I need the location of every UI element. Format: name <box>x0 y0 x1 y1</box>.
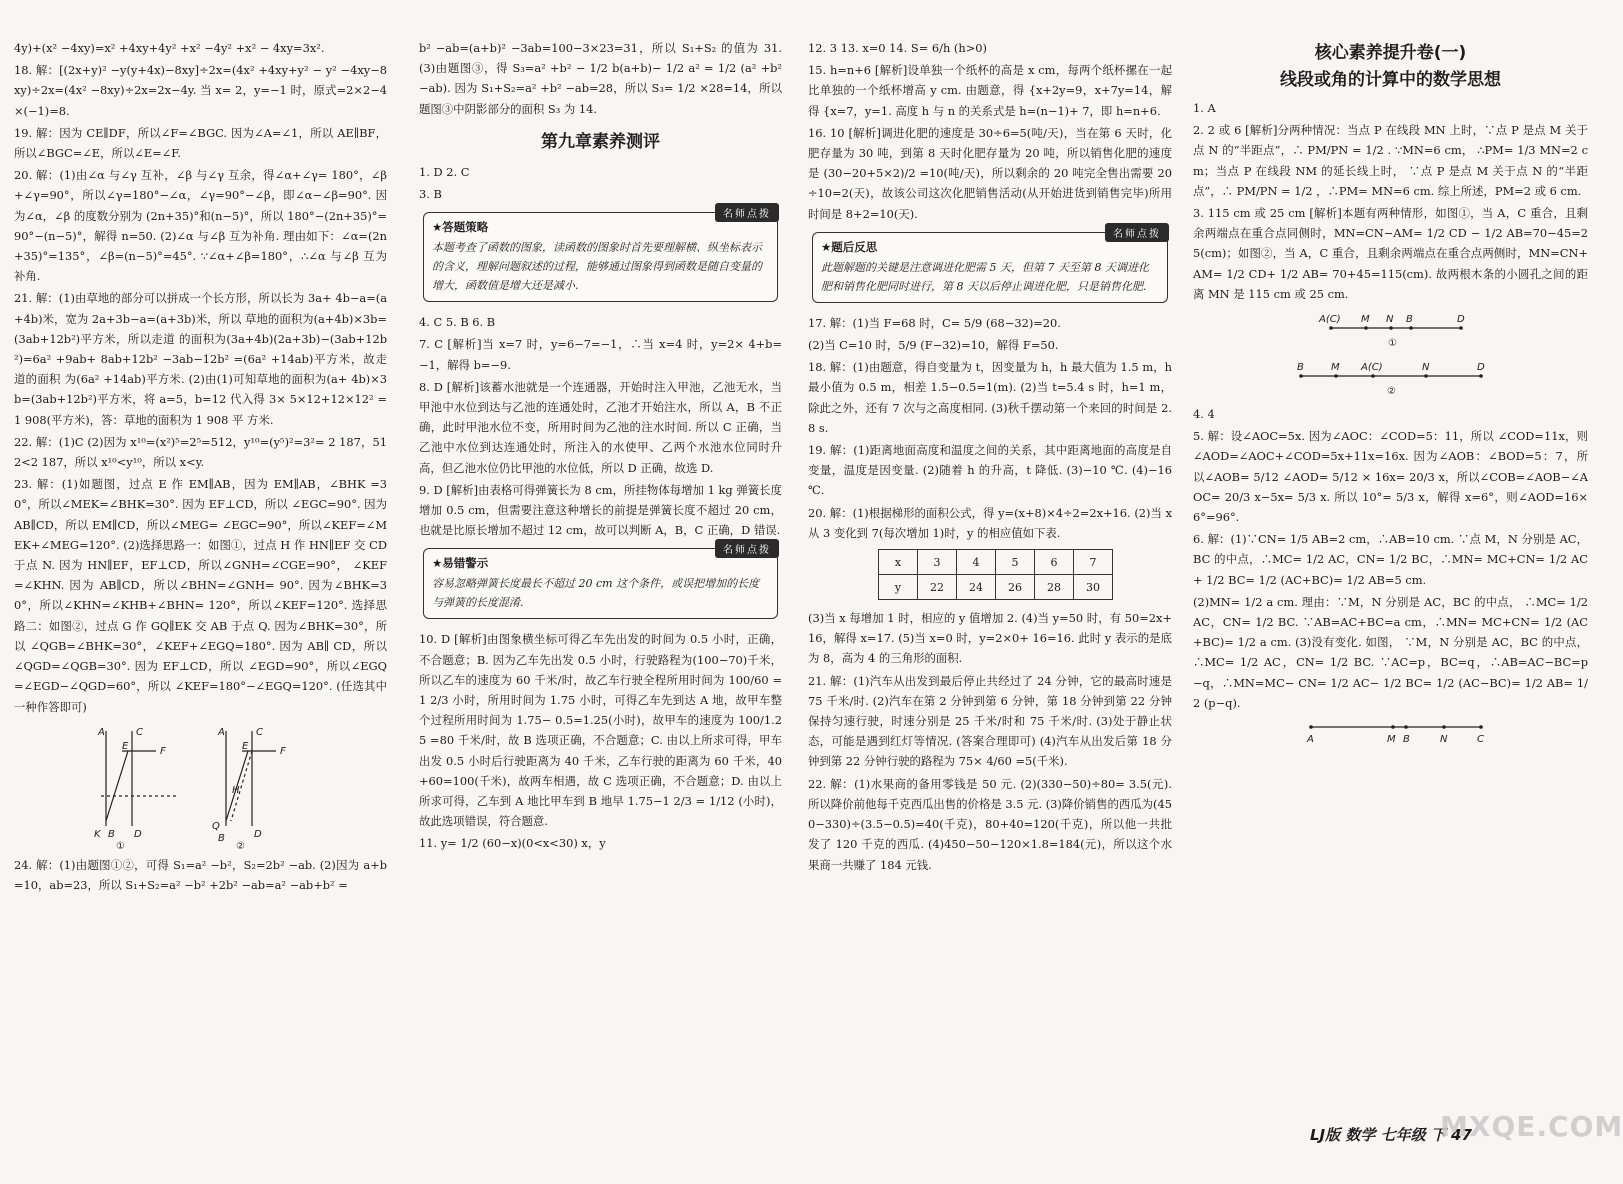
segment-label: C <box>1476 734 1484 746</box>
xy-table <box>878 549 1113 600</box>
section-title: 核心素养提升卷(一) <box>1314 43 1467 63</box>
answer-line: (3)当 x 每增加 1 时，相应的 y 值增加 2. (4)当 y=50 时，有 50=2x+16，解得 x=17. (5)当 x=0 时，y=2×0+ 16=16. 此时 y 表示的是底为 8，高为 4 的三角形的面积. <box>808 611 1172 666</box>
answer-line: 11. y= 1/2 (60−x)(0<x<30) x，y <box>419 836 606 851</box>
fig23-label: B <box>107 828 115 840</box>
segment-label: M <box>1330 362 1340 374</box>
answer-line: 10. D [解析]由图象横坐标可得乙车先出发的时间为 0.5 小时，正确，不合题意；B. 因为乙车先出发 0.5 小时，行驶路程为(100−70)千米，所以乙车的速度为 60 千米/时，故乙车行驶全程所用时间为 100/60 = 1 2/3 小时，所用时间为 1.75 小时，可得乙车先到达 A 地，故甲车整个过程所用时间为 1.75− 0.5=1.25(小时)，故甲车的速度为 100/1.25 =80 千米/时，故 B 选项正确，不合题意；C. 由以上所求可得，甲车出发 0.5 小时后行驶距离为 40 千米，乙车行驶的距离为 60 千米，40+60=100(千米)，故两车相遇，故 C 选项正确，不合题意；D. 由以上所求可得，乙车到 A 地比甲车到 B 地早 1.75−1 2/3 = 1/12 (小时)，故此选项错误，符合题意. <box>419 632 782 829</box>
tip-text: 此题解题的关键是注意调进化肥需 5 天，但第 7 天至第 8 天调进化肥和销售化肥同时进行，第 8 天以后停止调进化肥，只是销售化肥. <box>821 260 1149 293</box>
tip-heading: ★答题策略 <box>432 220 489 235</box>
answer-line: 17. 解：(1)当 F=68 时，C= 5/9 (68−32)=20. <box>808 315 1061 330</box>
answer-line: 1. A <box>1193 101 1216 115</box>
table-cell: 5 <box>996 550 1035 575</box>
answer-line: 3. 115 cm 或 25 cm [解析]本题有两种情形，如图①，当 A，C 重合，且剩余两端点在重合点同侧时，MN=CN−AM= 1/2 CD − 1/2 AB=70−45=25(cm)；如图②，当 A，C 重合，且剩余两端点在重合点两侧时，MN=CN+AM= 1/2 CD+ 1/2 AB= 70+45=115(cm). 故两根木条的小圆孔之间的距离 MN 是 115 cm 或 25 cm. <box>1193 206 1588 301</box>
answer-line: 4. 4 <box>1193 407 1215 422</box>
fig23-label: F <box>279 745 286 757</box>
answer-line: 18. 解：(1)由题意，得自变量为 t，因变量为 h，h 最大值为 1.5 m，h 最小值为 0.5 m，相差 1.5−0.5=1(m). (2)当 t=5.4 s 时，h=1 m，除此之外，还有 7 次与之高度相同. (3)秋千摆动第一个来回的时间是 2.8 s. <box>808 360 1172 435</box>
tip-badge: 名师点拨 <box>715 203 779 222</box>
answer-line: 4y)+(x² −4xy)=x² +4xy+4y² +x² −4y² +x² − 4xy=3x². <box>14 41 325 55</box>
column-1 <box>0 0 395 1184</box>
table-header: y <box>879 575 918 600</box>
figure-23 <box>86 721 316 851</box>
fig23-label: D <box>133 828 142 840</box>
segment-figure-3 <box>1281 717 1501 747</box>
tip-box-warning <box>423 545 778 619</box>
fig23-label: F <box>159 745 166 757</box>
tip-box-strategy <box>423 209 778 302</box>
segment-label: B <box>1296 362 1304 374</box>
table-cell: 30 <box>1074 575 1113 600</box>
answer-24-continued: b² −ab=(a+b)² −3ab=100−3×23=31，所以 S₁+S₂ 的值为 31. (3)由题图③，得 S₃=a² +b² − 1/2 b(a+b)− 1/2 a² = 1/2 (a² +b² −ab). 因为 S₁+S₂=a² +b² −ab=28，所以 S₃= 1/2 ×28=14，所以题图③中阴影部分的面积 S₃ 为 14. <box>419 41 782 116</box>
segment-figure-2 <box>1281 356 1501 400</box>
segment-label: D <box>1476 362 1485 374</box>
segment-label: A(C) <box>1360 362 1383 374</box>
answer-line: 21. 解：(1)汽车从出发到最后停止共经过了 24 分钟，它的最高时速是 75 千米/时. (2)汽车在第 2 分钟到第 6 分钟，第 18 分钟到第 22 分钟保持匀速行驶，时速分别是 25 千米/时和 75 千米/时. (3)处于静止状态，可能是遇到红灯等情况. (答案合理即可) (4)汽车从出发后第 18 分钟到第 22 分钟行驶的路程为 75× 4/60 =5(千米). <box>808 673 1172 769</box>
fig23-label: K <box>93 828 101 840</box>
answer-line: (2)MN= 1/2 a cm. 理由：∵M，N 分别是 AC，BC 的中点， ∴MC= 1/2 AC，CN= 1/2 BC. ∵AB=AC+BC=a cm，∴MN= MC+CN= 1/2 (AC+BC)= 1/2 a cm. (3)没有变化. 如图， ∵M，N 分别是 AC，BC 的中点，∴MC= 1/2 AC，CN= 1/2 BC. ∵AC=p，BC=q，∴AB=AC−BC=p−q，∴MN=MC− CN= 1/2 AC− 1/2 BC= 1/2 (AC−BC)= 1/2 AB= 1/2 (p−q). <box>1193 594 1588 710</box>
table-cell: 22 <box>918 575 957 600</box>
answer-line: 18. 解：[(2x+y)² −y(y+4x)−8xy]÷2x=(4x² +4xy+y² − y² −4xy−8xy)÷2x=(4x² −8xy)÷2x=2x−4y. 当 x= 2，y=−1 时，原式=2×2−4×(−1)=8. <box>14 63 387 118</box>
fig23-label: E <box>241 740 248 752</box>
segment-label: N <box>1385 314 1393 326</box>
segment-caption: ① <box>1387 338 1397 350</box>
tip-box-reflection <box>812 228 1168 303</box>
answer-line: 7. C [解析]当 x=7 时，y=6−7=−1，∴当 x=4 时，y=2× 4+b=−1，解得 b=−9. <box>419 337 782 372</box>
column-1-answers <box>14 38 387 717</box>
answer-line: 3. B <box>419 187 442 202</box>
fig23-label: B <box>217 832 225 844</box>
fig23-label: C <box>135 726 143 738</box>
fig23-label: H <box>231 784 240 796</box>
table-cell: 7 <box>1074 550 1113 575</box>
column-2 <box>405 0 790 1184</box>
tip-heading: ★题后反思 <box>821 239 878 254</box>
answer-line: 19. 解：(1)距离地面高度和温度之间的关系，其中距离地面的高度是自变量，温度是因变量. (2)随着 h 的升高，t 降低. (3)−10 ℃. (4)−16 ℃. <box>808 443 1172 498</box>
answer-line: 22. 解：(1)C (2)因为 x¹⁰=(x²)⁵=2⁵=512，y¹⁰=(y⁵)²=3²= 2 187，512<2 187，所以 x¹⁰<y¹⁰，所以 x<y. <box>14 434 387 470</box>
segment-label: B <box>1405 314 1413 326</box>
segment-label: A(C) <box>1318 314 1341 326</box>
answer-line: 21. 解：(1)由草地的部分可以拼成一个长方形，所以长为 3a+ 4b−a=(a+4b)米，宽为 2a+3b−a=(a+3b)米，所以 草地的面积为(a+4b)×3b=(3ab+12b²)平方米，所以走道 的面积为(3a+4b)(2a+3b)−(3ab+12b²)=6a² +9ab+ 8ab+12b² −3ab−12b² =(6a² +14ab)平方米，故走道的面积 为(6a² +14ab)平方米. (2)由(1)可知草地的面积为(a+ 4b)×3b=(3ab+12b²)平方米，将 a=5，b=12 代入得 3× 5×12+12×12² =1 908(平方米)，答：草地的面积为 1 908 平 方米. <box>14 291 387 427</box>
section-title: 第九章素养测评 <box>541 131 660 152</box>
fig23-caption: ① <box>115 840 125 852</box>
segment-label: M <box>1360 314 1370 326</box>
watermark: MXQE.COM <box>1440 1110 1623 1143</box>
answer-line: 19. 解：因为 CE∥DF，所以∠F=∠BGC. 因为∠A=∠1，所以 AE∥BF，所以∠BGC=∠E，所以∠E=∠F. <box>14 125 387 161</box>
segment-figure-1 <box>1291 308 1491 352</box>
fig23-label: C <box>255 726 263 738</box>
table-cell: 4 <box>957 550 996 575</box>
segment-label: M <box>1386 734 1396 746</box>
fig23-caption: ② <box>235 840 245 852</box>
fig23-label: Q <box>211 820 220 832</box>
table-header: x <box>879 550 918 575</box>
table-cell: 24 <box>957 575 996 600</box>
segment-label: A <box>1306 734 1314 746</box>
answer-line: 20. 解：(1)由∠α 与∠γ 互补，∠β 与∠γ 互余，得∠α+∠γ= 180°，∠β+∠γ=90°，所以∠γ=180°−∠α，∠γ=90°−∠β，即∠α−∠β=90°. 因为∠α，∠β 的度数分别为 (2n+35)°和(n−5)°，所以 180°−(2n+35)°=90°−(n−5)°，解得 n=50. (2)∠α 与∠β 互为补角. 理由如下：∠α=(2n +35)°=135°，∠β=(n−5)°=45°. ∵∠α+∠β=180°，∴∠α 与∠β 互为补角. <box>14 168 387 284</box>
answer-line: 1. D 2. C <box>419 164 470 179</box>
fig23-label: A <box>97 726 105 738</box>
answer-line: 23. 解：(1)如题图，过点 E 作 EM∥AB，因为 EM∥AB，∠BHK =30°，所以∠MEK=∠BHK=30°. 因为 EF⊥CD，所以 ∠EGC=90°. 因为 AB∥CD，所以 EM∥CD，所以∠MEG= ∠EGC=90°，所以∠KEF=∠MEK+∠MEG=120°. (2)选择思路一：如图①，过点 H 作 HN∥EF 交 CD 于点 N. 因为 HN∥EF，EF⊥CD，所以∠GNH=∠CGE=90°， ∠KEF=∠KHN. 因为 AB∥CD，所以∠BHN=∠GNH= 90°. 因为∠BHK=30°，所以∠KHN=∠KHB+∠BHN= 120°，所以∠KEF=120°. 选择思路二：如图②，过点 G 作 GQ∥EK 交 AB 于点 Q. 因为∠BHK=30°，所以 ∠QGB=∠BHK=30°，∠KEF+∠EGQ=180°. 因为 AB∥ CD，所以∠QGD=∠QGB=30°. 因为 EF⊥CD，所以 ∠EGD=90°，所以∠EGQ=∠EGD−∠QGD=60°，所以 ∠KEF=180°−∠EGQ=120°. (任选其中一种作答即可) <box>14 477 387 714</box>
answer-line: (2)当 C=10 时，5/9 (F−32)=10，解得 F=50. <box>808 338 1059 353</box>
table-cell: 6 <box>1035 550 1074 575</box>
table-cell: 28 <box>1035 575 1074 600</box>
answer-line: 5. 解：设∠AOC=5x. 因为∠AOC：∠COD=5：11，所以 ∠COD=11x，则∠AOD=∠AOC+∠COD=5x+11x=16x. 因为∠AOB：∠BOD=5：7，所以∠AOB= 5/12 ∠AOD= 5/12 × 16x= 20/3 x，所以∠COB=∠AOB−∠AOC= 20/3 x−5x= 5/3 x. 所以 10°= 5/3 x，解得 x=6°，则∠AOD=16×6°=96°. <box>1193 429 1588 525</box>
answer-line: 16. 10 [解析]调进化肥的速度是 30÷6=5(吨/天)，当在第 6 天时，化肥存量为 30 吨，到第 8 天时化肥存量为 20 吨，所以销售化肥的速度是 (30−20+5×2)/2 =10(吨/天)，所以剩余的 20 吨完全售出需要 20÷10=2(天)，故该公司这次化肥销售活动(从开始进货到销售完毕)所用时间是 8+2=10(天). <box>808 125 1172 221</box>
answer-line: 15. h=n+6 [解析]设单独一个纸杯的高是 x cm，每两个纸杯摞在一起比单独的一个纸杯增高 y cm. 由题意，得 {x+2y=9，x+7y=14，解得 {x=7，y=1. 高度 h 与 n 的关系式是 h=(n−1)+ 7，即 h=n+6. <box>808 63 1172 118</box>
answer-line: 4. C 5. B 6. B <box>419 315 496 330</box>
column-3 <box>800 0 1180 1184</box>
segment-label: N <box>1439 734 1447 746</box>
answer-line: 8. D [解析]该蓄水池就是一个连通器，开始时注入甲池，乙池无水，当甲池中水位到达与乙池的连通处时，乙池才开始注水，所以 A，B 不正确，此时甲池水位不变，所用时间为乙池的注水时间. 所以 C 正确，当乙池中水位到达连通处时，所注入的水使甲、乙两个水池水位同时升高，但乙池水位仍比甲池的水位低，所以 D 正确，故选 D. <box>419 379 782 475</box>
section-subtitle: 线段或角的计算中的数学思想 <box>1280 70 1501 90</box>
answer-line: 6. 解：(1)∵CN= 1/5 AB=2 cm，∴AB=10 cm. ∵点 M，N 分别是 AC，BC 的中点，∴MC= 1/2 AC，CN= 1/2 BC，∴MN= MC+CN= 1/2 AC+ 1/2 BC= 1/2 (AC+BC)= 1/2 AB=5 cm. <box>1193 532 1588 587</box>
table-cell: 26 <box>996 575 1035 600</box>
segment-label: B <box>1402 734 1410 746</box>
segment-label: D <box>1456 314 1465 326</box>
fig23-label: A <box>217 726 225 738</box>
fig23-label: D <box>253 828 262 840</box>
tip-text: 本题考查了函数的图象，读函数的图象时首先要理解横、纵坐标表示的含义，理解问题叙述的过程，能够通过图象得到函数是随自变量的增大，函数值是增大还是减小. <box>432 241 762 293</box>
page-footer: LJ版 数学 七年级 下 47 <box>1310 1126 1472 1144</box>
segment-caption: ② <box>1386 386 1396 398</box>
table-cell: 3 <box>918 550 957 575</box>
column-4 <box>1185 0 1600 1184</box>
tip-heading: ★易错警示 <box>432 556 489 571</box>
question-24: 24. 解：(1)由题图①②，可得 S₁=a² −b²，S₂=2b² −ab. (2)因为 a+b=10，ab=23，所以 S₁+S₂=a² −b² +2b² −ab=a² −ab+b² = <box>14 857 387 892</box>
tip-badge: 名师点拨 <box>1105 223 1169 242</box>
answer-line: 22. 解：(1)水果商的备用零钱是 50 元. (2)(330−50)÷80= 3.5(元). 所以降价前他每千克西瓜出售的价格是 3.5 元. (3)降价销售的西瓜为(450−330)÷(3.5−0.5)=40(千克)，80+40=120(千克)，所以他一共批发了 120 千克的西瓜. (4)450−50−120×1.8=184(元)，所以这个水果商一共赚了 184 元钱. <box>808 776 1172 872</box>
tip-text: 容易忽略弹簧长度最长不超过 20 cm 这个条件，或误把增加的长度与弹簧的长度混淆. <box>432 577 760 610</box>
fig23-label: E <box>121 740 128 752</box>
tip-badge: 名师点拨 <box>715 539 779 558</box>
segment-label: N <box>1421 362 1429 374</box>
answer-line: 20. 解：(1)根据梯形的面积公式，得 y=(x+8)×4÷2=2x+16. (2)当 x 从 3 变化到 7(每次增加 1)时，y 的相应值如下表. <box>808 505 1172 540</box>
answer-line: 12. 3 13. x=0 14. S= 6/h (h>0) <box>808 41 987 55</box>
answer-line: 2. 2 或 6 [解析]分两种情况：当点 P 在线段 MN 上时，∵点 P 是点 M 关于点 N 的“半距点”，∴ PM/PN = 1/2 . ∵MN=6 cm， ∴PM= 1/3 MN=2 cm；当点 P 在线段 NM 的延长线上时， ∵点 P 是点 M 关于点 N 的“半距点”，∴ PM/PN = 1/2 ，∴PM= MN=6 cm. 综上所述，PM=2 或 6 cm. <box>1193 123 1588 198</box>
answer-line: 9. D [解析]由表格可得弹簧长为 8 cm，所挂物体每增加 1 kg 弹簧长度增加 0.5 cm，但需要注意这种增长的前提是弹簧长度不超过 20 cm，也就是比原长增加不超过 12 cm，故可以判断 A，B，C 正确，D 错误. <box>419 482 782 538</box>
